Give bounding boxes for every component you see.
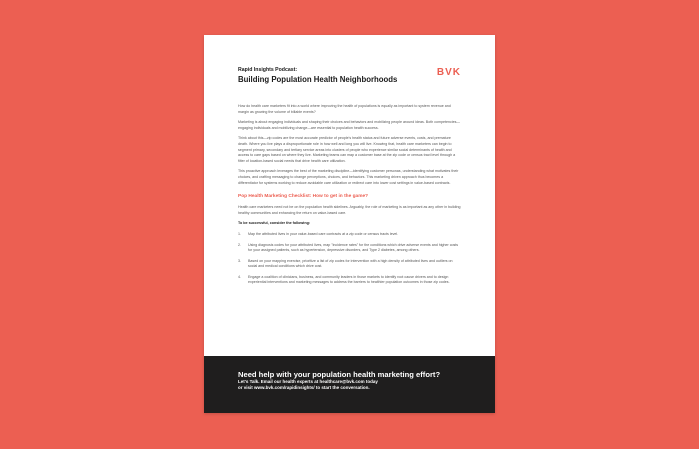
checklist-item — [238, 275, 461, 286]
checklist-number: 2. — [238, 242, 241, 247]
paragraph: Marketing is about engaging individuals and shaping their choices and behaviors and mobilizing people around ideas. Both competencies—engaging individuals and mobilizing change—are essential to population health success. — [238, 120, 460, 130]
checklist-item — [238, 259, 461, 270]
document-body — [238, 104, 461, 286]
checklist-text: Map the attributed lives in your value-based care contracts at a zip code or census tracts level. — [248, 231, 399, 236]
document-content — [238, 67, 461, 291]
bvk-logo: BVK — [436, 67, 461, 78]
cta-website-line[interactable]: or visit www.bvk.com/rapidinsights/ to start the conversation. — [238, 385, 370, 390]
checklist-number: 1. — [238, 231, 241, 236]
document-page — [204, 35, 495, 413]
checklist-text: Based on your mapping exercise, prioritize a list of zip codes for intervention with a high density of attributed lives and outliers on social and medical conditions which drive cost. — [248, 258, 453, 269]
checklist — [238, 232, 461, 286]
checklist-number: 3. — [238, 258, 241, 263]
checklist-text: Engage a coalition of clinicians, business, and community leaders in those markets to identify root cause drivers and to design experiential interventions and marketing messages to address the barriers to healthier population outcomes in those zip codes. — [248, 274, 450, 285]
cta-title: Need help with your population health marketing effort? — [238, 370, 441, 379]
checklist-text: Using diagnosis codes for your attributed lives, map "incidence rates" for the conditions which drive adverse events and higher costs for your assigned patients, such as hypertension, depressive disorders, and Type 2 diabetes, among others. — [248, 242, 459, 253]
paragraph: Think about this—zip codes are the most accurate predictor of people's health status and future adverse events, costs, and premature death. Where you live plays a disproportionate role in how well and long you will live. Knowing that, health care marketers can begin to segment primary, secondary and tertiary service areas into clusters of people who experience similar social determinants of health and access to care gaps based on where they live. Marketing teams can map a customer base at the zip code or census tract level through a filter of location-based social needs that drive health care utilization. — [238, 136, 456, 163]
section-heading: Pop Health Marketing Checklist: How to get in the game? — [238, 194, 369, 200]
checklist-item — [238, 243, 461, 254]
checklist-item — [238, 232, 461, 238]
document-title: Building Population Health Neighborhoods — [238, 75, 398, 84]
paragraph: How do health care marketers fit into a world where improving the health of populations is equally as important to system revenue and margin as growing the volume of billable events? — [238, 104, 451, 114]
section-intro: Health care marketers need not be on the population health sidelines. Arguably, the role of marketing is as important as any other in building healthy communities and enhancing the return on value-based care. — [238, 205, 461, 215]
cta-email-line[interactable]: Let's Talk. Email our health experts at healthcare@bvk.com today — [238, 379, 378, 384]
checklist-number: 4. — [238, 274, 241, 279]
paragraph: This proactive approach leverages the best of the marketing discipline—identifying customer personas, understanding what motivates their choices, and crafting messaging to change perceptions, choices, and behaviors. This marketing driven approach thus becomes a differentiator for systems working to reduce avoidable care utilization or redirect care into lower cost settings in value-based contracts. — [238, 169, 459, 185]
checklist-intro: To be successful, consider the following: — [238, 221, 311, 226]
cta-footer — [204, 356, 495, 413]
document-eyebrow: Rapid Insights Podcast: — [238, 67, 298, 73]
cta-footer-content — [238, 370, 468, 391]
